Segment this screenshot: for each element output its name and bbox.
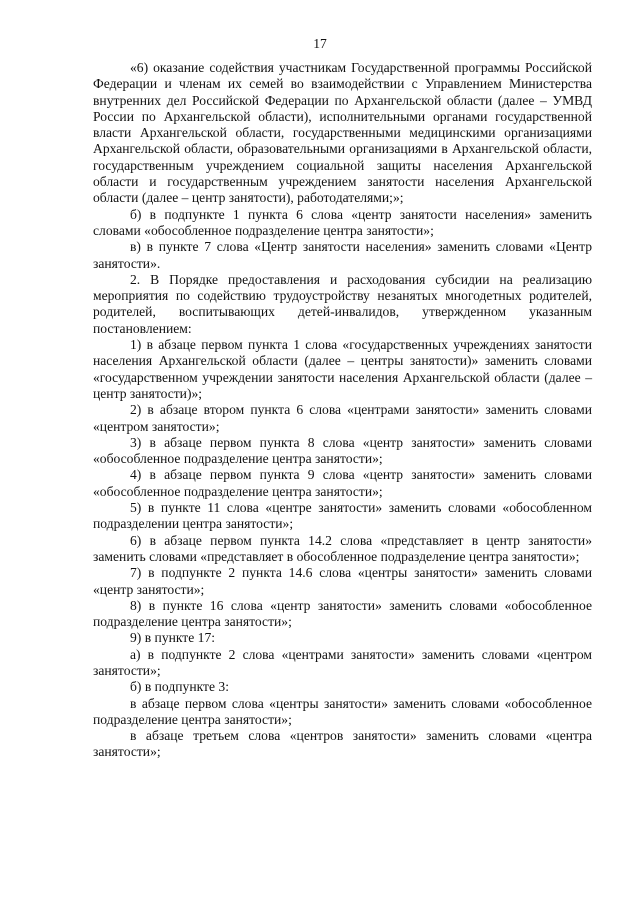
paragraph-item-1: 1) в абзаце первом пункта 1 слова «государственных учреждениях занятости населения Архангельской области (далее – центры занятости)» заменить словами «государственном учреждении занятости населения Архангельской области (далее – центр занятости)»;	[93, 337, 592, 401]
paragraph-item-9-b-first: в абзаце первом слова «центры занятости» заменить словами «обособленное подразделение центра занятости»;	[93, 695, 592, 727]
paragraph-item-4: 4) в абзаце первом пункта 9 слова «центр занятости» заменить словами «обособленное подразделение центра занятости»;	[93, 467, 592, 499]
paragraph-subitem-b: б) в подпункте 1 пункта 6 слова «центр занятости населения» заменить словами «обособленное подразделение центра занятости»;	[93, 206, 592, 238]
paragraph-item-3: 3) в абзаце первом пункта 8 слова «центр занятости» заменить словами «обособленное подразделение центра занятости»;	[93, 434, 592, 467]
paragraph-item-9: 9) в пункте 17:	[130, 630, 216, 646]
paragraph-item-7: 7) в подпункте 2 пункта 14.6 слова «центры занятости» заменить словами «центр занятости»;	[93, 565, 592, 597]
paragraph-item-9-a: а) в подпункте 2 слова «центрами занятости» заменить словами «центром занятости»;	[93, 646, 592, 678]
paragraph-subitem-v: в) в пункте 7 слова «Центр занятости населения» заменить словами «Центр занятости».	[93, 239, 592, 271]
paragraph-item-2: 2) в абзаце втором пункта 6 слова «центрами занятости» заменить словами «центром занятости»;	[93, 402, 592, 434]
paragraph-item-8: 8) в пункте 16 слова «центр занятости» заменить словами «обособленное подразделение центра занятости»;	[93, 597, 592, 630]
paragraph-item-9-b-third: в абзаце третьем слова «центров занятости» заменить словами «центра занятости»;	[93, 728, 592, 760]
paragraph-item-5: 5) в пункте 11 слова «центре занятости» заменить словами «обособленном подразделении центра занятости»;	[93, 500, 592, 532]
paragraph-item-6: 6) в абзаце первом пункта 14.2 слова «представляет в центр занятости» заменить словами «представляет в обособленное подразделение центра занятости»;	[93, 532, 592, 564]
document-body	[93, 60, 592, 761]
paragraph-item-6-amendment: «6) оказание содействия участникам Государственной программы Российской Федерации и членам их семей во взаимодействии с Управлением Министерства внутренних дел Российской Федерации по Архангельской области (далее – УМВД России по Архангельской области), исполнительными органами государственной власти Архангельской области, государственными медицинскими организациями Архангельской области, образовательными организациями в Архангельской области, государственным учреждением социальной защиты населения Архангельской области и государственным учреждением занятости населения Архангельской области (далее – центр занятости), работодателями;»;	[93, 60, 592, 206]
paragraph-item-9-b: б) в подпункте 3:	[130, 679, 229, 695]
page-number: 17	[313, 36, 327, 51]
paragraph-section-2: 2. В Порядке предоставления и расходования субсидии на реализацию мероприятия по содействию трудоустройству незанятых многодетных родителей, родителей, воспитывающих детей-инвалидов, утвержденном указанным постановлением:	[93, 271, 592, 336]
